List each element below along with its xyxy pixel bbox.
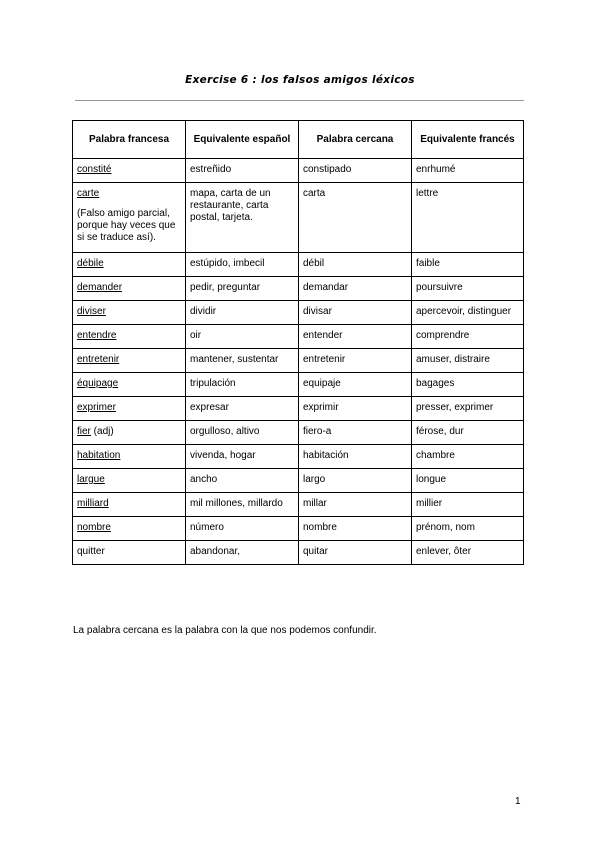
cell-french-equivalent: lettre [412,183,524,253]
french-word: carte [77,188,100,199]
cell-french-equivalent: prénom, nom [412,517,524,541]
table-row [73,277,524,301]
cell-french-equivalent: enlever, ôter [412,541,524,565]
cell-near-word: entretenir [299,349,412,373]
table-row [73,445,524,469]
cell-french-equivalent: poursuivre [412,277,524,301]
cell-french-word [73,277,186,301]
french-word: équipage [77,378,119,389]
french-word: largue [77,474,105,485]
cell-french-word [73,445,186,469]
cell-french-word [73,349,186,373]
cell-french-word [73,325,186,349]
cell-near-word: equipaje [299,373,412,397]
french-word: entretenir [77,354,120,365]
page-number: 1 [515,796,521,807]
cell-french-equivalent: apercevoir, distinguer [412,301,524,325]
french-word: demander [77,282,123,293]
french-word-note: (Falso amigo parcial, porque hay veces que si se traduce así). [77,208,176,243]
cell-spanish-equivalent: estreñido [186,159,299,183]
table-header-row [73,121,524,159]
cell-spanish-equivalent: mantener, sustentar [186,349,299,373]
cell-french-equivalent: longue [412,469,524,493]
page-title: Exercise 6 : los falsos amigos léxicos [185,74,415,86]
table-row [73,253,524,277]
header-equivalente-frances: Equivalente francés [412,121,524,159]
french-word-suffix: (adj) [90,426,114,437]
french-word: fier [77,426,91,437]
cell-spanish-equivalent: abandonar, [186,541,299,565]
footnote: La palabra cercana es la palabra con la que nos podemos confundir. [73,625,377,636]
cell-spanish-equivalent: mapa, carta de un restaurante, carta postal, tarjeta. [186,183,299,253]
cell-spanish-equivalent: vivenda, hogar [186,445,299,469]
french-word: exprimer [77,402,116,413]
french-word: constité [77,164,112,175]
cell-spanish-equivalent: ancho [186,469,299,493]
header-palabra-cercana: Palabra cercana [299,121,412,159]
cell-spanish-equivalent: expresar [186,397,299,421]
title-divider [75,100,524,101]
cell-near-word: entender [299,325,412,349]
cell-french-equivalent: presser, exprimer [412,397,524,421]
cell-french-word [73,517,186,541]
cell-near-word: demandar [299,277,412,301]
table-row [73,469,524,493]
cell-near-word: carta [299,183,412,253]
french-word: entendre [77,330,117,341]
cell-french-equivalent: faible [412,253,524,277]
cell-french-word [73,373,186,397]
cell-spanish-equivalent: oir [186,325,299,349]
cell-spanish-equivalent: tripulación [186,373,299,397]
table-row [73,373,524,397]
cell-spanish-equivalent: dividir [186,301,299,325]
table-row [73,397,524,421]
cell-spanish-equivalent: número [186,517,299,541]
french-word: milliard [77,498,109,509]
header-equivalente-espanol: Equivalente español [186,121,299,159]
french-word: habitation [77,450,121,461]
cell-french-equivalent: millier [412,493,524,517]
cell-french-equivalent: bagages [412,373,524,397]
cell-french-equivalent: enrhumé [412,159,524,183]
cell-french-word [73,159,186,183]
cell-near-word: habitación [299,445,412,469]
cell-french-word [73,541,186,565]
table-row [73,301,524,325]
cell-french-equivalent: chambre [412,445,524,469]
cell-near-word: exprimir [299,397,412,421]
french-word: quitter [77,546,105,557]
cell-french-word [73,301,186,325]
cell-near-word: constipado [299,159,412,183]
cell-french-equivalent: comprendre [412,325,524,349]
cell-french-word [73,253,186,277]
french-word: diviser [77,306,106,317]
cell-french-word [73,469,186,493]
cell-spanish-equivalent: estúpido, imbecil [186,253,299,277]
cell-near-word: fiero-a [299,421,412,445]
cell-near-word: débil [299,253,412,277]
table-row [73,349,524,373]
cell-french-word [73,397,186,421]
table-row [73,517,524,541]
table-row [73,325,524,349]
cell-near-word: divisar [299,301,412,325]
table-row [73,183,524,253]
cell-french-equivalent: amuser, distraire [412,349,524,373]
table-row [73,159,524,183]
cell-french-word [73,493,186,517]
cell-french-word [73,183,186,253]
cell-near-word: largo [299,469,412,493]
cell-spanish-equivalent: orgulloso, altivo [186,421,299,445]
french-word: débile [77,258,104,269]
cell-near-word: nombre [299,517,412,541]
table-row [73,493,524,517]
french-word: nombre [77,522,111,533]
header-palabra-francesa: Palabra francesa [73,121,186,159]
cell-french-equivalent: férose, dur [412,421,524,445]
cell-near-word: millar [299,493,412,517]
cell-near-word: quitar [299,541,412,565]
table-row [73,541,524,565]
cell-french-word [73,421,186,445]
cell-spanish-equivalent: mil millones, millardo [186,493,299,517]
false-friends-table [72,120,524,565]
cell-spanish-equivalent: pedir, preguntar [186,277,299,301]
table-row [73,421,524,445]
